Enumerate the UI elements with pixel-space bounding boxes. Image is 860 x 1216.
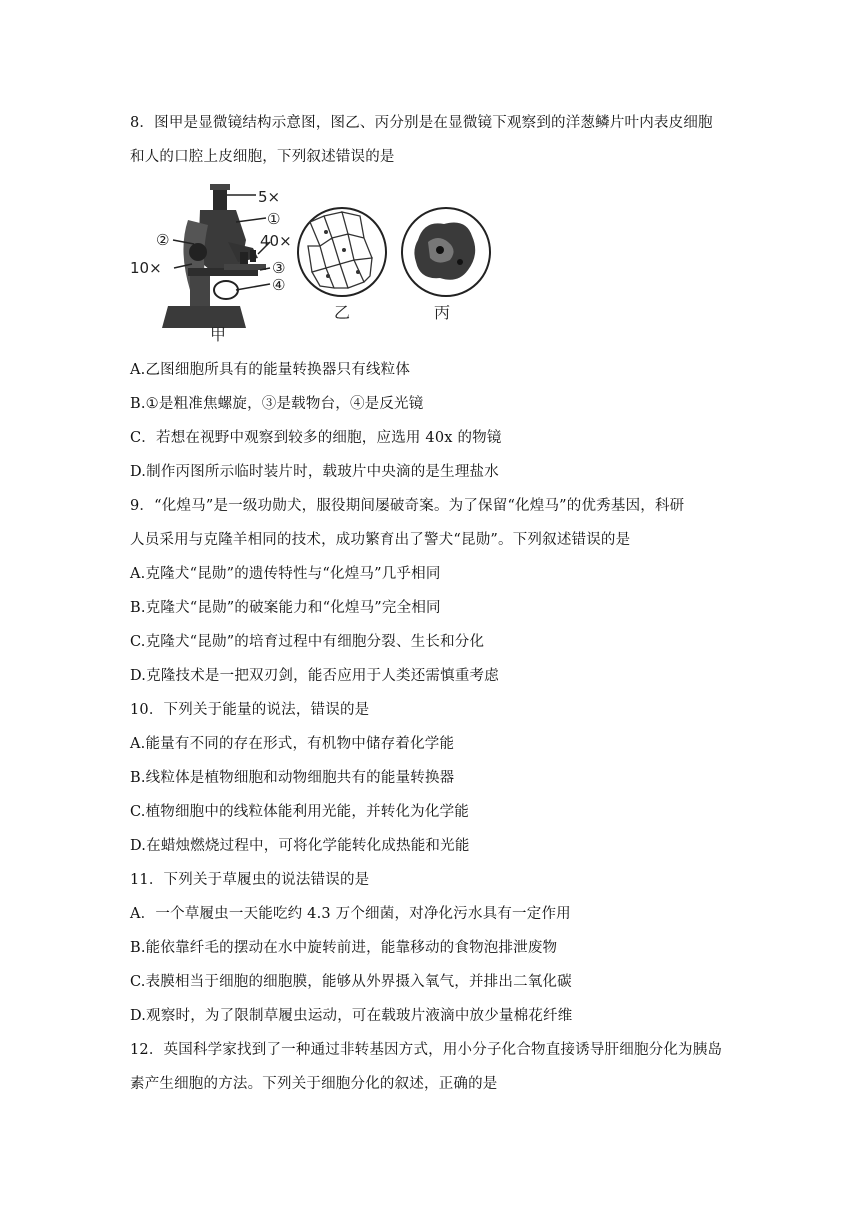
label-part1: ①	[267, 210, 281, 228]
onion-cells-drawing	[298, 208, 386, 296]
q11-option-d: D.观察时，为了限制草履虫运动，可在载玻片液滴中放少量棉花纤维	[130, 1008, 573, 1024]
label-fig-bing: 丙	[434, 303, 451, 322]
microscope-figure-svg	[128, 180, 493, 345]
q12-stem-line-2: 素产生细胞的方法。下列关于细胞分化的叙述，正确的是	[130, 1076, 498, 1092]
label-part3: ③	[272, 259, 286, 277]
q12-stem-line-1: 12．英国科学家找到了一种通过非转基因方式，用小分子化合物直接诱导肝细胞分化为胰岛	[130, 1042, 723, 1058]
label-objective-low: 10×	[130, 259, 162, 277]
q10-option-d: D.在蜡烛燃烧过程中，可将化学能转化成热能和光能	[130, 838, 470, 854]
microscope-figure	[128, 180, 493, 345]
q10-option-a: A.能量有不同的存在形式，有机物中储存着化学能	[130, 736, 455, 752]
q8-option-a: A.乙图细胞所具有的能量转换器只有线粒体	[130, 362, 411, 378]
cheek-cells-drawing	[402, 208, 490, 296]
q8-stem-line-2: 和人的口腔上皮细胞，下列叙述错误的是	[130, 149, 395, 165]
q11-option-c: C.表膜相当于细胞的细胞膜，能够从外界摄入氧气，并排出二氧化碳	[130, 974, 572, 990]
label-part4: ④	[272, 276, 286, 294]
label-fig-jia: 甲	[210, 325, 227, 344]
q8-option-b: B.①是粗准焦螺旋，③是载物台，④是反光镜	[130, 396, 424, 412]
q8-stem-line-1: 8．图甲是显微镜结构示意图，图乙、丙分别是在显微镜下观察到的洋葱鳞片叶内表皮细胞	[130, 115, 713, 131]
q11-option-a: A．一个草履虫一天能吃约 4.3 万个细菌，对净化污水具有一定作用	[130, 906, 571, 922]
q9-option-b: B.克隆犬“昆勋”的破案能力和“化煌马”完全相同	[130, 600, 441, 616]
q9-stem-line-1: 9．“化煌马”是一级功勋犬，服役期间屡破奇案。为了保留“化煌马”的优秀基因，科研	[130, 498, 685, 514]
label-fig-yi: 乙	[334, 303, 351, 322]
q11-option-b: B.能依靠纤毛的摆动在水中旋转前进，能靠移动的食物泡排泄废物	[130, 940, 558, 956]
q10-option-b: B.线粒体是植物细胞和动物细胞共有的能量转换器	[130, 770, 455, 786]
q9-option-c: C.克隆犬“昆勋”的培育过程中有细胞分裂、生长和分化	[130, 634, 485, 650]
q9-option-a: A.克隆犬“昆勋”的遗传特性与“化煌马”几乎相同	[130, 566, 441, 582]
q11-stem-line-1: 11．下列关于草履虫的说法错误的是	[130, 872, 370, 888]
label-objective-high: 40×	[260, 232, 292, 250]
q10-stem-line-1: 10．下列关于能量的说法，错误的是	[130, 702, 370, 718]
q8-option-d: D.制作丙图所示临时装片时，载玻片中央滴的是生理盐水	[130, 464, 499, 480]
q9-option-d: D.克隆技术是一把双刃剑，能否应用于人类还需慎重考虑	[130, 668, 499, 684]
q8-option-c: C．若想在视野中观察到较多的细胞，应选用 40x 的物镜	[130, 430, 502, 446]
label-part2: ②	[156, 231, 170, 249]
microscope-drawing	[162, 184, 270, 328]
label-eyepiece: 5×	[258, 188, 281, 206]
q10-option-c: C.植物细胞中的线粒体能利用光能，并转化为化学能	[130, 804, 469, 820]
q9-stem-line-2: 人员采用与克隆羊相同的技术，成功繁育出了警犬“昆勋”。下列叙述错误的是	[130, 532, 631, 548]
